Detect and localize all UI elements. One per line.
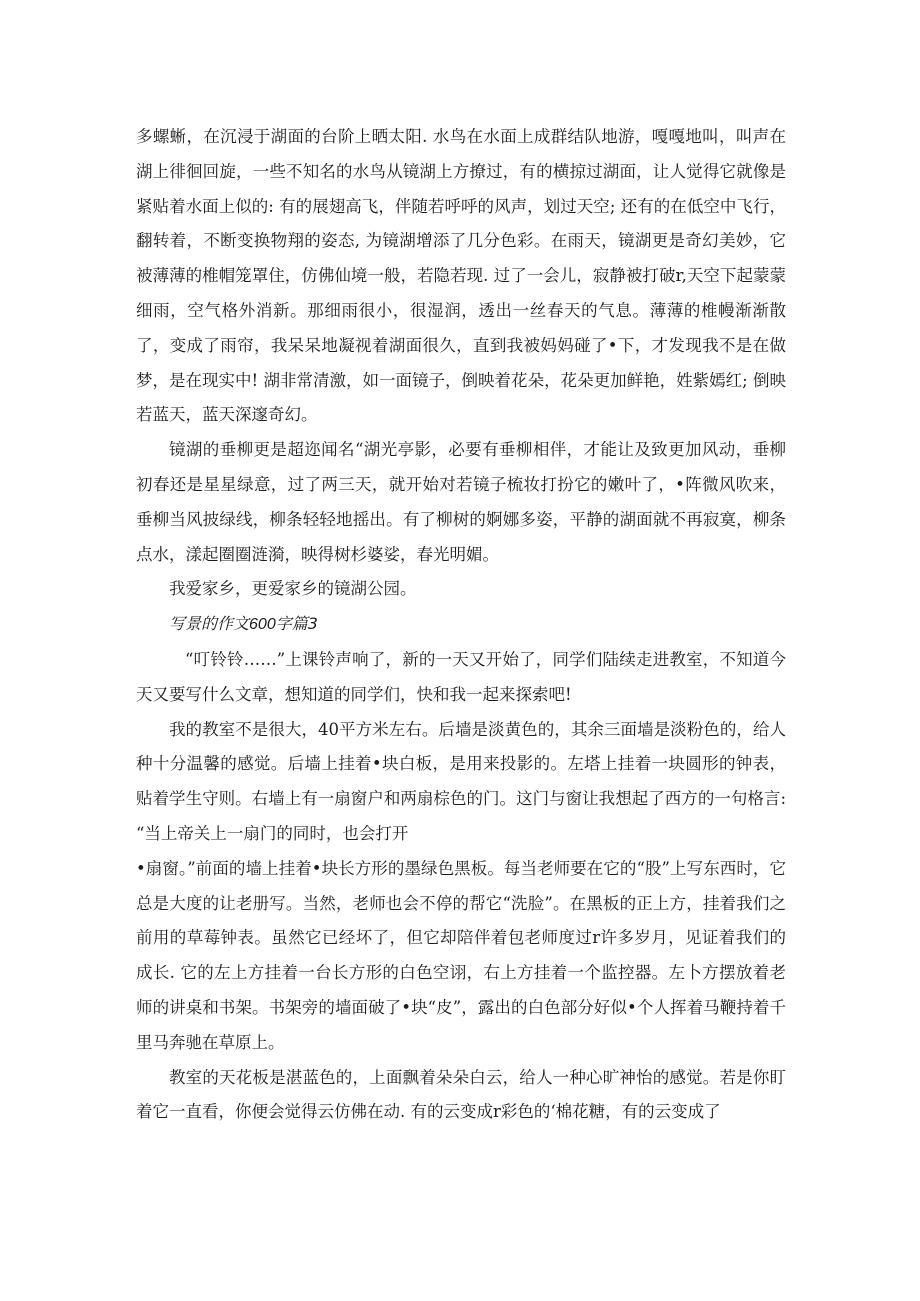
paragraph-ceiling: 教室的天花板是湛蓝色的，上面飘着朵朵白云，给人一种心旷神怡的感觉。若是你盯着它一直看，你便会觉得云仿佛在动. 有的云变成r彩色的‘棉花糖，有的云变成了 [136,1067,786,1122]
paragraph-blackboard: •扇窗。”前面的墙上挂着•块长方形的墨绿色黑板。每当老师要在它的“股”上写东西时，它总是大度的让老册写。当然，老师也会不停的帮它“洗脸”。在黑板的正上方，挂着我们之前用的草莓钟表。虽然它已经坏了，但它却陪伴着包老师度过r许多岁月，见证着我们的成长. 它的左上方挂着一台长方形的白色空诩，右上方挂着一个监控器。左卜方摆放着老师的讲桌和书架。书架旁的墙面破了•块“皮”，露出的白色部分好似•个人挥着马鞭持着千里马奔驰在草原上。 [136,858,786,1052]
paragraph-bell-rings: “叮铃铃……”上课铃声响了，新的一天又开始了，同学们陆续走进教室，不知道今天又要写什么文章，想知道的同学们，快和我一起来探索吧! [136,649,786,704]
essay-heading-suffix: 字篇3 [275,614,318,634]
essay-heading-text: 写景的作文 [169,614,250,634]
essay-heading [136,607,786,643]
essay-heading-number: 600 [249,616,276,634]
paragraph-willows: 镜湖的垂柳更是超迩闻名“湖光亭影，必要有垂柳相伴，才能让及致更加风动，垂柳初春还是星星绿意，过了两三天，就开始对若镜子梳妆打扮它的嫩叶了，•阵微风吹来，垂柳当风披绿线，柳条轻轻地摇出。有了柳树的婀娜多姿，平静的湖面就不再寂寞，柳条点水，漾起圈圈涟漪，映得树杉婆娑，春光明媚。 [136,440,786,564]
paragraph-love-hometown: 我爱家乡，更爱家乡的镜湖公园。 [169,579,417,599]
document-body [136,120,786,1130]
paragraph-lake-birds: 多螺蜥，在沉浸于湖面的台阶上晒太阳. 水鸟在水面上成群结队地游，嘎嘎地叫，叫声在湖上徘徊回旋，一些不知名的水鸟从镜湖上方撩过，有的横掠过湖面，让人觉得它就像是紧贴着水面上似的: 有的展翅高飞，伴随若呼呼的风声，划过天空; 还有的在低空中飞行，翻转着，不断变换物翔的姿态, 为镜湖增添了几分色彩。在雨天，镜湖更是奇幻美妙，它被薄薄的椎帽笼罩住，仿佛仙境一般，若隐若现. 过了一会儿，寂静被打破r,天空下起蒙蒙细雨，空气格外消新。那细雨很小，很湿润，透出一丝春天的气息。薄薄的椎幔渐渐散了，变成了雨帘，我呆呆地凝视着湖面很久，直到我被妈妈碰了•下，才发现我不是在做梦，是在现实中! 湖非常清激，如一面镜子，倒映着花朵，花朵更加鲜艳，姓紫嫣红; 倒映若蓝天，蓝天深邃奇幻。 [136,127,786,425]
paragraph-classroom-walls: 我的教室不是很大，40平方米左右。后墙是淡黄色的，其余三面墙是淡粉色的，给人种十分温馨的感觉。后墙上挂着•块白板，是用来投影的。左塔上挂着一块圆形的钟表，贴着学生守则。右墙上有一扇窗户和两扇棕色的门。这门与窗让我想起了西方的一句格言: “当上帝关上一扇门的同时，也会打开 [136,719,786,843]
